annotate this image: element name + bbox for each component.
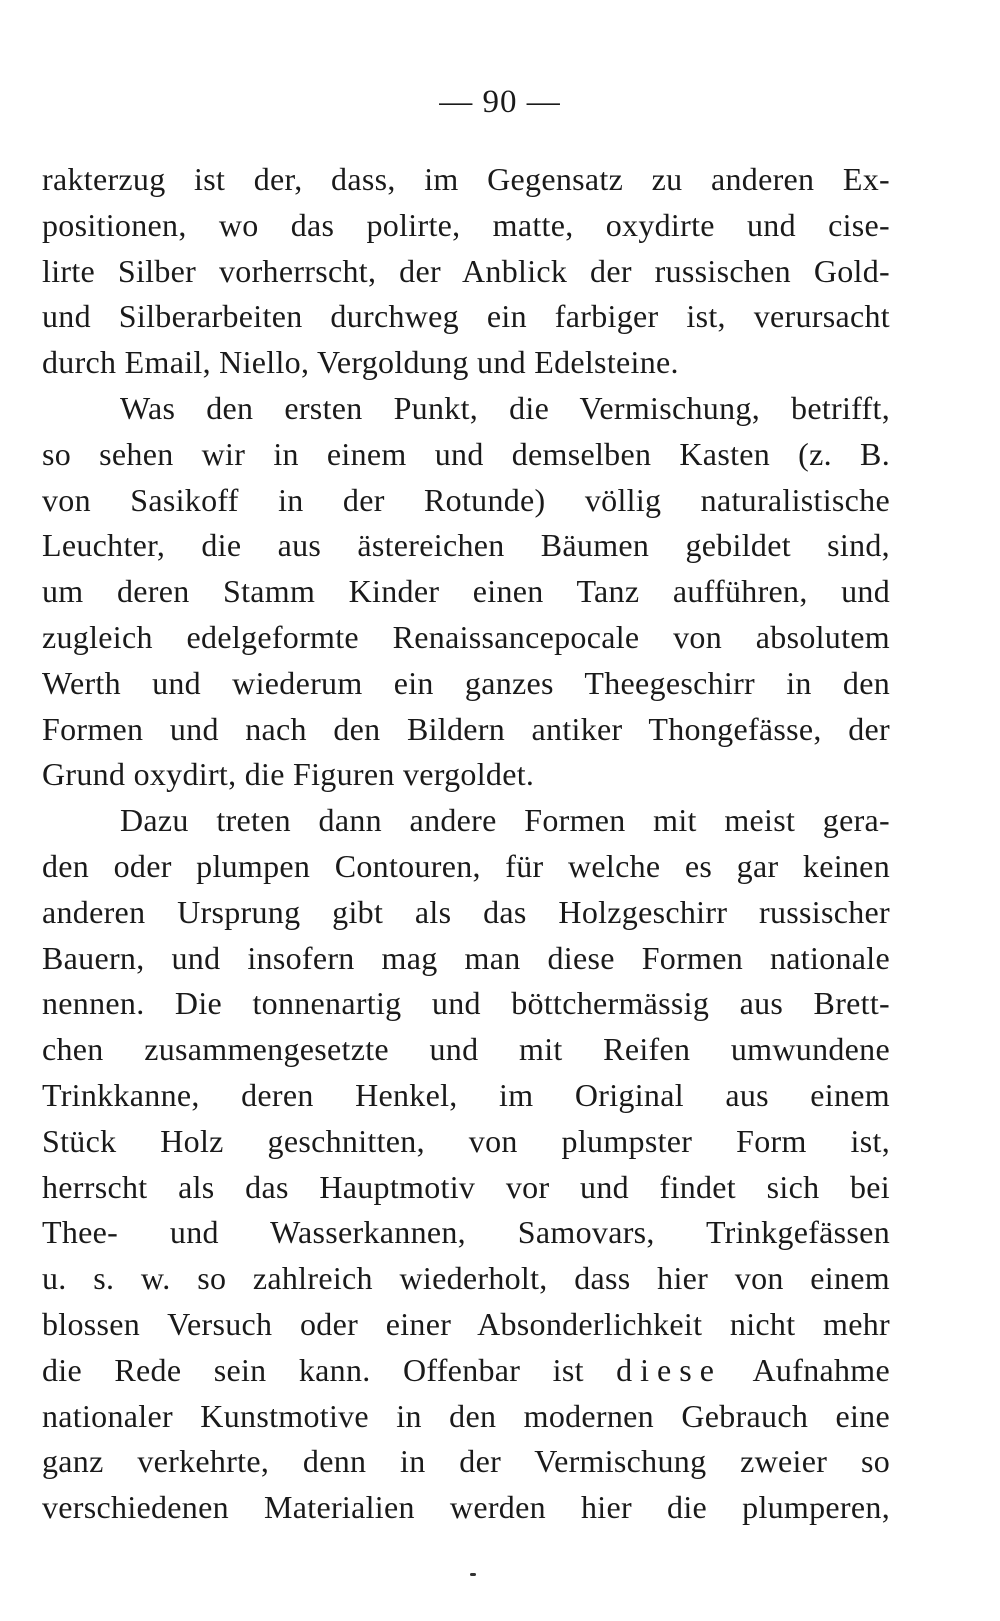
text-segment: die Rede sein kann. Offenbar ist (42, 1351, 617, 1388)
text-line: Stück Holz geschnitten, von plumpster Form ist, (42, 1122, 890, 1159)
text-line: Grund oxydirt, die Figuren vergoldet. (42, 756, 535, 793)
text-line-emphasis (42, 1348, 890, 1394)
text-line: Thee- und Wasserkannen, Samovars, Trinkgefässen (42, 1214, 890, 1251)
text-line: Werth und wiederum ein ganzes Theegeschirr in den (42, 664, 890, 701)
text-line: Leuchter, die aus ästereichen Bäumen gebildet sind, (42, 527, 890, 564)
text-line: anderen Ursprung gibt als das Holzgeschirr russischer (42, 893, 890, 930)
text-line: herrscht als das Hauptmotiv vor und findet sich bei (42, 1168, 890, 1205)
text-line: u. s. w. so zahlreich wiederholt, dass hier von einem (42, 1260, 890, 1297)
text-line: Bauern, und insofern mag man diese Formen nationale (42, 939, 890, 976)
paragraph-first-line: Was den ersten Punkt, die Vermischung, betrifft, (120, 389, 890, 426)
text-line: durch Email, Niello, Vergoldung und Edelsteine. (42, 344, 679, 381)
text-line: um deren Stamm Kinder einen Tanz aufführen, und (42, 573, 890, 610)
text-line: Trinkkanne, deren Henkel, im Original aus einem (42, 1076, 890, 1113)
print-speck (470, 1573, 476, 1576)
text-line: blossen Versuch oder einer Absonderlichkeit nicht mehr (42, 1305, 890, 1342)
text-line: den oder plumpen Contouren, für welche es gar keinen (42, 847, 890, 884)
page-number: — 90 — (439, 84, 561, 120)
body-text (42, 157, 890, 1531)
text-line: von Sasikoff in der Rotunde) völlig naturalistische (42, 481, 890, 518)
text-line: zugleich edelgeformte Renaissancepocale von absolutem (42, 618, 890, 655)
text-line: und Silberarbeiten durchweg ein farbiger ist, verursacht (42, 298, 890, 335)
text-line: verschiedenen Materialien werden hier die plumperen, (42, 1489, 890, 1526)
text-line: nennen. Die tonnenartig und böttchermässig aus Brett- (42, 985, 890, 1022)
text-line: chen zusammengesetzte und mit Reifen umwundene (42, 1031, 890, 1068)
text-line: positionen, wo das polirte, matte, oxydirte und cise- (42, 206, 890, 243)
text-line: so sehen wir in einem und demselben Kasten (z. B. (42, 435, 890, 472)
text-line: nationaler Kunstmotive in den modernen Gebrauch eine (42, 1397, 890, 1434)
letterspaced-emphasis: diese (616, 1351, 722, 1388)
text-line: Formen und nach den Bildern antiker Thongefässe, der (42, 710, 890, 747)
paragraph-first-line: Dazu treten dann andere Formen mit meist gera- (120, 802, 890, 839)
text-line: lirte Silber vorherrscht, der Anblick der russischen Gold- (42, 252, 890, 289)
text-line: rakterzug ist der, dass, im Gegensatz zu anderen Ex- (42, 161, 890, 197)
text-segment: Aufnahme (721, 1351, 890, 1388)
text-line: ganz verkehrte, denn in der Vermischung zweier so (42, 1443, 890, 1480)
